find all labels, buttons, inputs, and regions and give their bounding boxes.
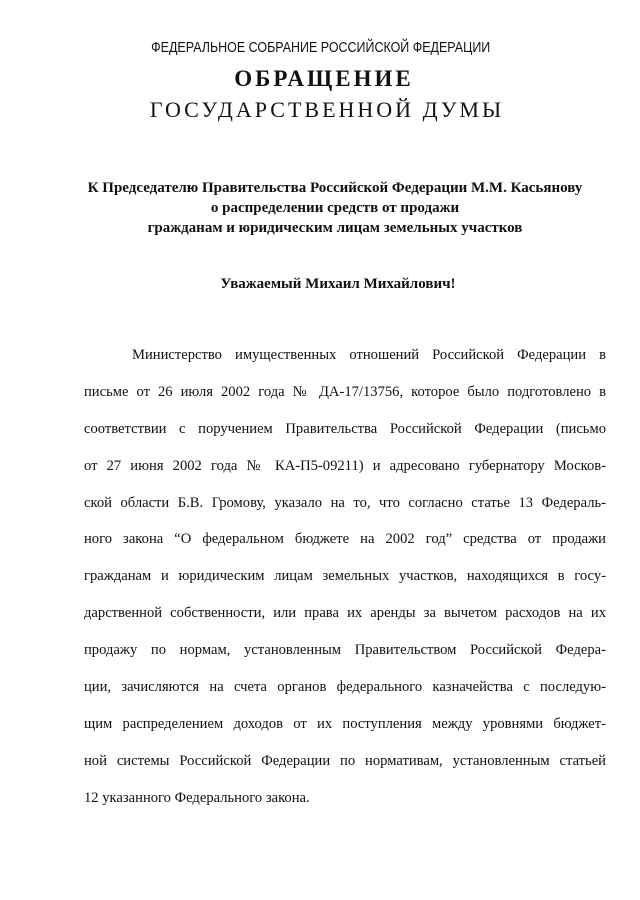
body-line: ской области Б.В. Громову, указало на то, что согласно статье 13 Федераль- [84, 494, 606, 511]
addressee-line: о распределении средств от продажи [210, 200, 460, 216]
document-subtitle: ГОСУДАРСТВЕННОЙ ДУМЫ [149, 97, 505, 122]
body-line: продажу по нормам, установленным Правительством Российской Федера- [84, 642, 606, 659]
body-line: от 27 июня 2002 года № КА-П5-09211) и адресовано губернатору Москов- [84, 457, 606, 474]
body-line: щим распределением доходов от их поступления между уровнями бюджет- [84, 715, 606, 732]
body-line: письме от 26 июля 2002 года № ДА-17/13756, которое было подготовлено в [84, 383, 606, 400]
body-line: соответствии с поручением Правительства Российской Федерации (письмо [84, 420, 606, 437]
addressee-line: К Председателю Правительства Российской Федерации М.М. Касьянову [87, 180, 583, 196]
addressee-line: гражданам и юридическим лицам земельных участков [147, 220, 523, 236]
document-title: ОБРАЩЕНИЕ [234, 66, 414, 91]
salutation: Уважаемый Михаил Михайлович! [220, 276, 456, 292]
body-line: ного закона “О федеральном бюджете на 2002 год” средства от продажи [84, 531, 606, 548]
body-line: ной системы Российской Федерации по нормативам, установленным статьей [84, 752, 606, 769]
organization-header: ФЕДЕРАЛЬНОЕ СОБРАНИЕ РОССИЙСКОЙ ФЕДЕРАЦИИ [151, 40, 491, 56]
addressee-block [0, 178, 640, 238]
body-paragraph [84, 340, 606, 820]
body-line: Министерство имущественных отношений Российской Федерации в [132, 347, 606, 363]
body-line: ции, зачисляются на счета органов федерального казначейства с последую- [84, 679, 606, 696]
body-line: гражданам и юридическим лицам земельных участков, находящихся в госу- [84, 568, 606, 585]
body-line: 12 указанного Федерального закона. [84, 789, 310, 806]
body-line: дарственной собственности, или права их аренды за вычетом расходов на их [84, 605, 606, 622]
